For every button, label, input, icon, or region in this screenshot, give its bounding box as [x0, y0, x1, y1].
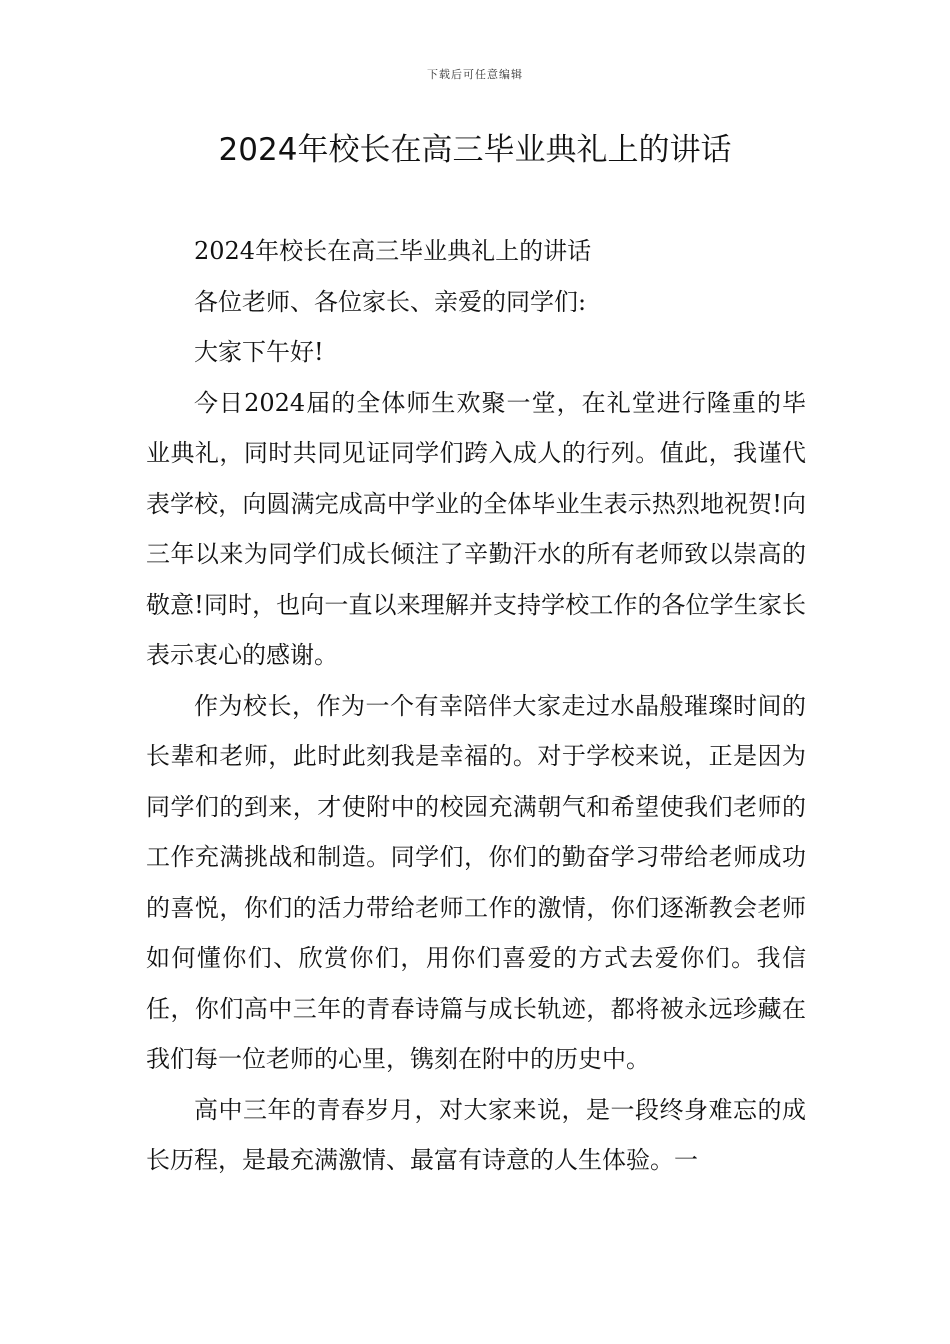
paragraph-greeting: 大家下午好! [194, 338, 324, 366]
header-note: 下载后可任意编辑 [427, 68, 523, 81]
document-title: 2024年校长在高三毕业典礼上的讲话 [218, 132, 732, 168]
paragraph-body: 今日2024届的全体师生欢聚一堂，在礼堂进行隆重的毕业典礼，同时共同见证同学们跨入成人的行列。值此，我谨代表学校，向圆满完成高中学业的全体毕业生表示热烈地祝贺!向三年以来为同学们成长倾注了辛勤汗水的所有老师致以崇高的敬意!同时，也向一直以来理解并支持学校工作的各位学生家长表示衷心的感谢。 [146, 388, 806, 669]
document-body [146, 226, 806, 1186]
paragraph-salutation: 各位老师、各位家长、亲爱的同学们: [194, 287, 587, 316]
paragraph-subtitle: 2024年校长在高三毕业典礼上的讲话 [194, 237, 592, 265]
paragraph-body: 作为校长，作为一个有幸陪伴大家走过水晶般璀璨时间的长辈和老师，此时此刻我是幸福的。对于学校来说，正是因为同学们的到来，才使附中的校园充满朝气和希望使我们老师的工作充满挑战和制造。同学们，你们的勤奋学习带给老师成功的喜悦，你们的活力带给老师工作的激情，你们逐渐教会老师如何懂你们、欣赏你们，用你们喜爱的方式去爱你们。我信任，你们高中三年的青春诗篇与成长轨迹，都将被永远珍藏在我们每一位老师的心里，镌刻在附中的历史中。 [146, 691, 806, 1073]
paragraph-body: 高中三年的青春岁月，对大家来说，是一段终身难忘的成长历程，是最充满激情、最富有诗意的人生体验。一 [146, 1095, 806, 1174]
